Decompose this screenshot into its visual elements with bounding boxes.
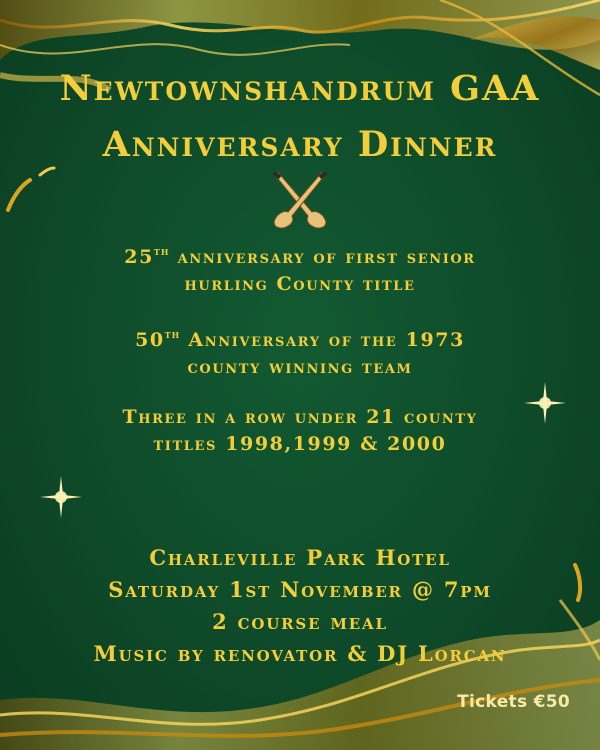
- ordinal-suffix: th: [164, 328, 181, 341]
- milestone-text-line-2: county winning team: [187, 356, 413, 378]
- milestone-text-line-2: hurling County title: [184, 273, 416, 295]
- ticket-price: Tickets €50: [457, 692, 570, 712]
- milestone-text: Anniversary of the 1973: [180, 329, 465, 351]
- music-info: Music by renovator & DJ Lorcan: [93, 641, 507, 666]
- title-line-2: Anniversary Dinner: [102, 124, 498, 165]
- milestone-number: 25: [124, 246, 154, 268]
- crossed-hurleys-icon: [268, 172, 332, 230]
- meal-info: 2 course meal: [212, 609, 388, 634]
- milestone-number: 50: [135, 329, 165, 351]
- event-title: [0, 66, 600, 168]
- milestone-text: anniversary of first senior: [169, 246, 476, 268]
- ordinal-suffix: th: [153, 245, 170, 258]
- milestone-25th: [0, 238, 600, 298]
- milestone-50th: [0, 321, 600, 381]
- title-line-1: Newtownshandrum GAA: [59, 68, 541, 109]
- sparkle-icon: [36, 472, 86, 522]
- event-date: Saturday 1st November @ 7pm: [108, 577, 492, 602]
- venue: Charleville Park Hotel: [149, 545, 451, 570]
- milestone-text: Three in a row under 21 county: [122, 406, 478, 428]
- event-details: [0, 543, 600, 668]
- milestone-three-in-a-row: [0, 404, 600, 458]
- milestone-text-line-2: titles 1998,1999 & 2000: [153, 433, 447, 455]
